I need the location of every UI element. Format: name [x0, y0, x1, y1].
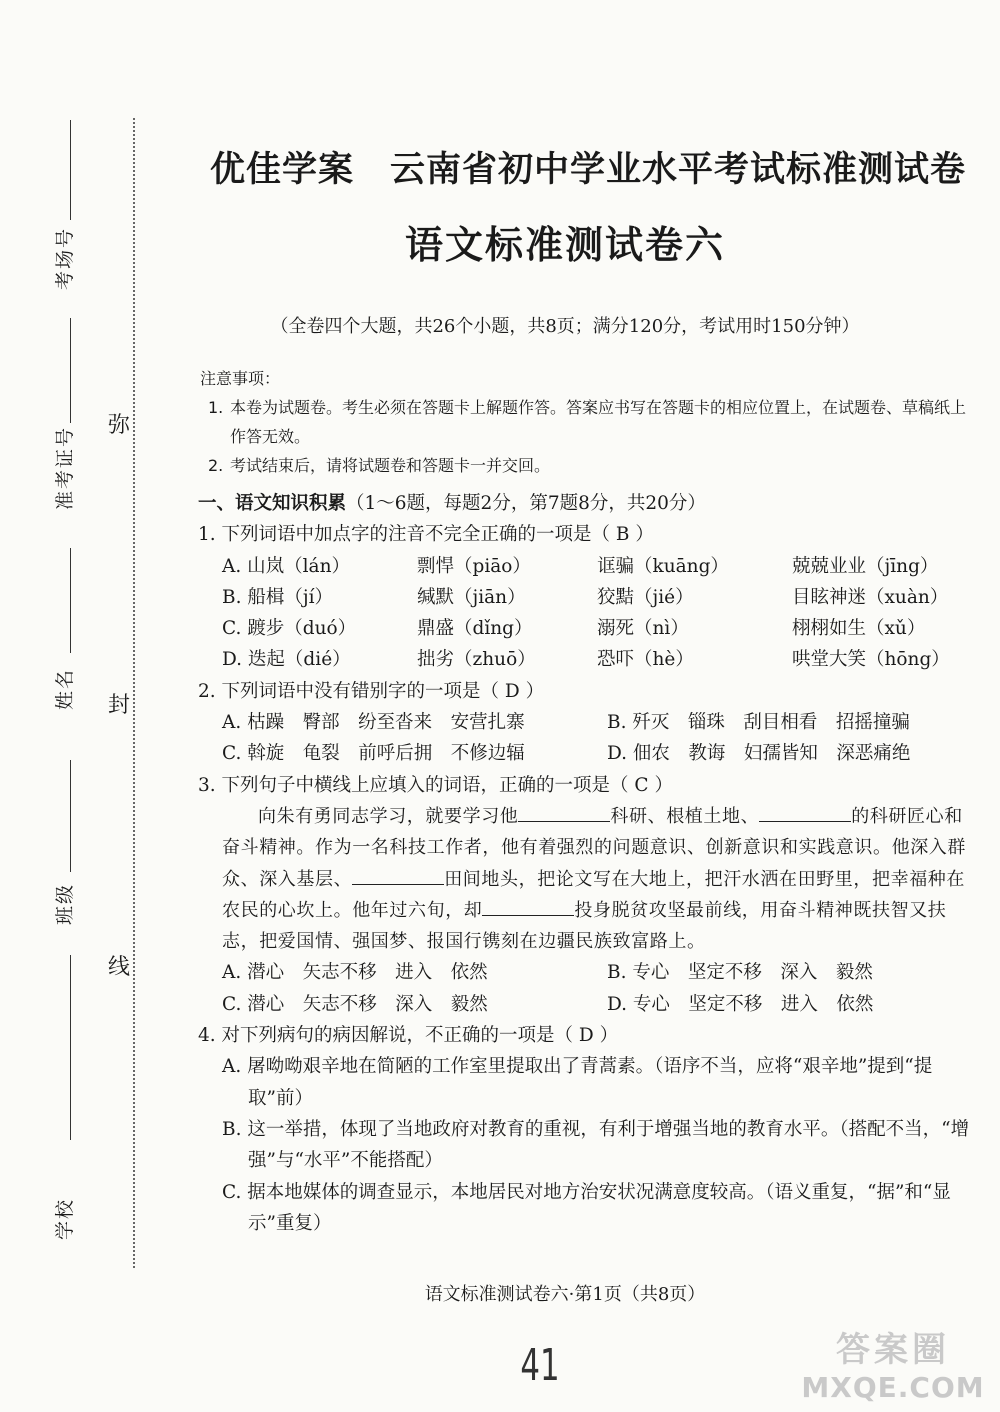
option-paragraph: A. 屠呦呦艰辛地在简陋的工作室里提取出了青蒿素。（语序不当，应将“艰辛地”提到“提取”前）: [222, 1056, 933, 1109]
notes-item-number: 1.: [208, 398, 224, 417]
option-cell: A. 山岚（lán）: [222, 555, 350, 577]
margin-label-admission-no: 准考证号: [54, 425, 76, 510]
paper-title: 语文标准测试卷六: [404, 222, 725, 267]
passage-text: 田间地头，把论文写在大地上，把汗水洒在田野里，把幸福种在农民的心坎上。他年过六旬，却: [222, 868, 965, 921]
option-cell: C. 斡旋 龟裂 前呼后拥 不修边辐: [222, 743, 525, 765]
option-cell: C. 踱步（duó）: [222, 618, 357, 640]
option-cell: 诓骗（kuāng）: [597, 555, 729, 577]
margin-label-class: 班级: [54, 882, 76, 925]
section-scoring: （1～6题，每题2分，第7题8分，共20分）: [346, 493, 706, 514]
margin-line-exam-room: [70, 120, 71, 220]
question-3-options: [198, 957, 973, 1020]
option-cell: 兢兢业业（jīng）: [792, 555, 939, 577]
option-cell: 栩栩如生（xǔ）: [792, 618, 926, 640]
notes-item: [200, 451, 970, 480]
seal-dotted-line: [133, 118, 135, 1268]
questions-content: [198, 488, 973, 1239]
margin-label-school: 学校: [54, 1197, 76, 1240]
option-cell: B. 船楫（jí）: [222, 586, 334, 608]
margin-line-class: [70, 760, 71, 872]
notes-item-number: 2.: [208, 456, 224, 475]
question-2-stem: 2. 下列词语中没有错别字的一项是（ D ）: [198, 680, 545, 702]
option-cell: 哄堂大笑（hōng）: [792, 649, 950, 671]
seal-char-1: 弥: [108, 404, 130, 443]
notes-item: [200, 393, 970, 451]
seal-char-2: 封: [108, 684, 130, 723]
question-3-stem: 3. 下列句子中横线上应填入的词语，正确的一项是（ C ）: [198, 774, 673, 796]
option-cell: 拙劣（zhuō）: [417, 649, 536, 671]
section-heading: [198, 488, 973, 519]
passage-text: 投身脱贫攻坚最前线，用奋斗精神既扶智又扶志，把爱国情、强国梦、报国行镌刻在边疆民族致富路上。: [222, 899, 947, 953]
fill-blank: [759, 803, 851, 822]
page-footer: 语文标准测试卷六·第1页（共8页）: [424, 1284, 706, 1305]
option-cell: 鼎盛（dǐng）: [417, 618, 533, 640]
option-cell: 剽悍（piāo）: [417, 555, 531, 577]
option-cell: A. 枯躁 臀部 纷至沓来 安营扎寨: [222, 712, 525, 734]
margin-label-name: 姓名: [54, 667, 76, 710]
passage-text: 向朱有勇同志学习，就要学习他: [258, 805, 519, 827]
passage-text: 的科研匠心和奋斗精神。作为一名科技工作者，他有着强烈的问题意识、创新意识和实践意识。他深入群众、深入基层、: [222, 805, 966, 890]
notes-item-text: 本卷为试题卷。考生必须在答题卡上解题作答。答案应书写在答题卡的相应位置上，在试题卷、草稿纸上作答无效。: [230, 398, 967, 446]
question-3-passage: [198, 801, 973, 957]
option-cell: 恐吓（hè）: [597, 649, 694, 671]
option-paragraph: C. 据本地媒体的调查显示，本地居民对地方治安状况满意度较高。（语义重复，“据”和“显示”重复）: [222, 1181, 951, 1234]
option-cell: D. 迭起（dié）: [222, 649, 351, 671]
margin-line-name: [70, 548, 71, 653]
fill-blank: [352, 866, 444, 885]
notes-item-text: 考试结束后，请将试题卷和答题卡一并交回。: [230, 456, 551, 475]
series-title: 优佳学案 云南省初中学业水平考试标准测试卷: [210, 149, 967, 190]
passage-text: 科研、根植土地、: [610, 805, 760, 827]
watermark-logo: [798, 1322, 988, 1408]
fill-blank: [482, 897, 574, 916]
section-title: 一、语文知识积累: [198, 493, 347, 514]
notes-block: [200, 364, 970, 480]
question-1-options: [198, 551, 973, 676]
question-4-options: [198, 1051, 973, 1239]
seal-char-3: 线: [108, 946, 130, 985]
option-cell: A. 潜心 矢志不移 进入 依然: [222, 962, 488, 984]
option-cell: B. 歼灭 锱珠 刮目相看 招摇撞骗: [607, 712, 910, 734]
option-cell: D. 佃农 教诲 妇孺皆知 深恶痛绝: [607, 743, 911, 765]
handwritten-page-number: 41: [520, 1340, 560, 1391]
question-4-stem: 4. 对下列病句的病因解说，不正确的一项是（ D ）: [198, 1025, 619, 1047]
notes-heading: 注意事项：: [200, 369, 281, 388]
option-cell: C. 潜心 矢志不移 深入 毅然: [222, 993, 488, 1015]
option-cell: 溺死（nì）: [597, 618, 689, 640]
option-cell: 狡黠（jié）: [597, 586, 694, 608]
option-cell: B. 专心 坚定不移 深入 毅然: [607, 962, 873, 984]
paper-subtitle: （全卷四个大题，共26个小题，共8页；满分120分，考试用时150分钟）: [270, 316, 860, 337]
question-1-stem: 1. 下列词语中加点字的注音不完全正确的一项是（ B ）: [198, 524, 654, 546]
watermark-line-1: 答案圈: [836, 1330, 950, 1370]
option-paragraph: B. 这一举措，体现了当地政府对教育的重视，有利于增强当地的教育水平。（搭配不当，“增强”与“水平”不能搭配）: [222, 1118, 970, 1172]
option-cell: 缄默（jiān）: [417, 586, 526, 608]
fill-blank: [518, 803, 610, 822]
option-cell: 目眩神迷（xuàn）: [792, 586, 949, 608]
margin-label-exam-room: 考场号: [54, 226, 76, 290]
watermark-line-2: MXQE.COM: [801, 1371, 985, 1404]
question-2-options: [198, 707, 973, 770]
option-cell: D. 专心 坚定不移 进入 依然: [607, 993, 874, 1015]
margin-line-school: [70, 955, 71, 1140]
